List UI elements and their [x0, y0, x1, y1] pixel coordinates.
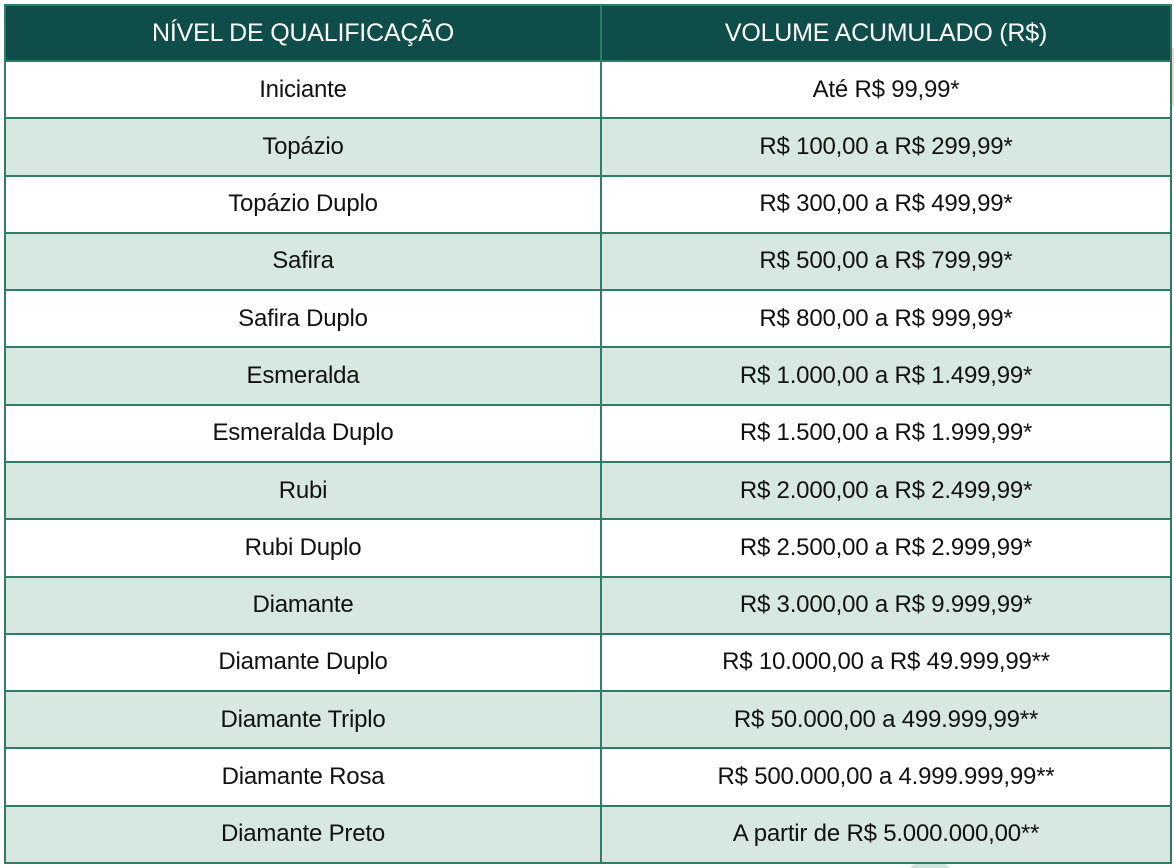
table-row: [5, 634, 1171, 691]
level-cell: Diamante Duplo: [5, 634, 601, 691]
table-row: [5, 691, 1171, 748]
level-cell: Safira Duplo: [5, 290, 601, 347]
table-row: [5, 233, 1171, 290]
table-row: [5, 176, 1171, 233]
volume-cell: R$ 10.000,00 a R$ 49.999,99**: [601, 634, 1171, 691]
level-cell: Esmeralda Duplo: [5, 405, 601, 462]
table-row: [5, 748, 1171, 805]
level-cell: Rubi: [5, 462, 601, 519]
volume-cell: R$ 100,00 a R$ 299,99*: [601, 118, 1171, 175]
volume-cell: R$ 1.000,00 a R$ 1.499,99*: [601, 347, 1171, 404]
table-row: [5, 347, 1171, 404]
level-cell: Topázio Duplo: [5, 176, 601, 233]
level-cell: Diamante: [5, 577, 601, 634]
table-header: [5, 5, 1171, 61]
volume-cell: R$ 1.500,00 a R$ 1.999,99*: [601, 405, 1171, 462]
volume-cell: Até R$ 99,99*: [601, 61, 1171, 118]
table-body: [5, 61, 1171, 863]
volume-cell: R$ 500.000,00 a 4.999.999,99**: [601, 748, 1171, 805]
table-row: [5, 405, 1171, 462]
header-row: [5, 5, 1171, 61]
qualification-table-container: [4, 4, 1170, 864]
header-qualification-level: NÍVEL DE QUALIFICAÇÃO: [5, 5, 601, 61]
level-cell: Diamante Triplo: [5, 691, 601, 748]
level-cell: Safira: [5, 233, 601, 290]
volume-cell: R$ 2.500,00 a R$ 2.999,99*: [601, 519, 1171, 576]
volume-cell: R$ 800,00 a R$ 999,99*: [601, 290, 1171, 347]
level-cell: Rubi Duplo: [5, 519, 601, 576]
table-row: [5, 290, 1171, 347]
table-row: [5, 806, 1171, 863]
level-cell: Topázio: [5, 118, 601, 175]
volume-cell: R$ 3.000,00 a R$ 9.999,99*: [601, 577, 1171, 634]
qualification-table: [4, 4, 1172, 864]
volume-cell: R$ 500,00 a R$ 799,99*: [601, 233, 1171, 290]
table-row: [5, 118, 1171, 175]
level-cell: Diamante Rosa: [5, 748, 601, 805]
volume-cell: A partir de R$ 5.000.000,00**: [601, 806, 1171, 863]
volume-cell: R$ 2.000,00 a R$ 2.499,99*: [601, 462, 1171, 519]
level-cell: Esmeralda: [5, 347, 601, 404]
table-row: [5, 61, 1171, 118]
table-row: [5, 462, 1171, 519]
table-row: [5, 519, 1171, 576]
volume-cell: R$ 50.000,00 a 499.999,99**: [601, 691, 1171, 748]
level-cell: Diamante Preto: [5, 806, 601, 863]
level-cell: Iniciante: [5, 61, 601, 118]
header-accumulated-volume: VOLUME ACUMULADO (R$): [601, 5, 1171, 61]
table-row: [5, 577, 1171, 634]
volume-cell: R$ 300,00 a R$ 499,99*: [601, 176, 1171, 233]
